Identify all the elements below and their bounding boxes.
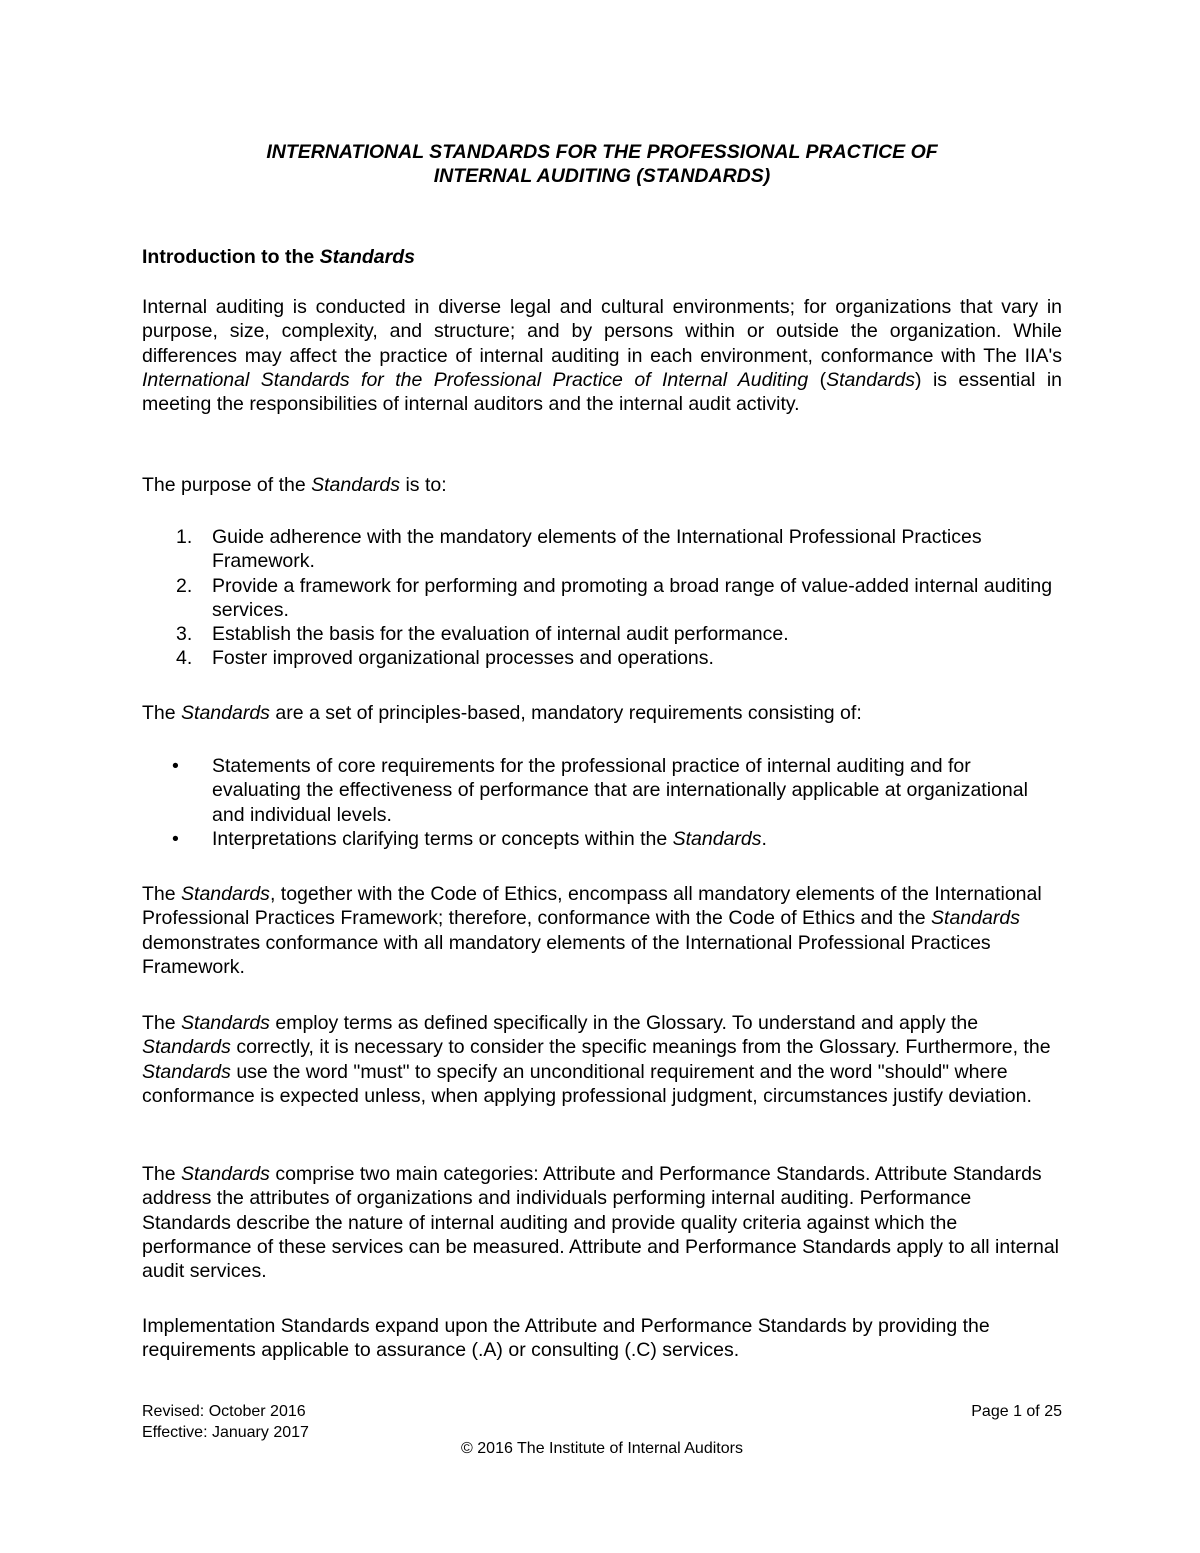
ethics-paragraph-text-1: The: [142, 883, 182, 905]
intro-paragraph-text-2: (: [808, 368, 827, 391]
list-marker: 2.: [176, 574, 193, 597]
list-item-text: Establish the basis for the evaluation of internal audit performance.: [212, 623, 789, 646]
intro-paragraph-emphasis-2: Standards: [826, 368, 916, 391]
ethics-paragraph-emphasis-2: Standards: [931, 907, 1020, 930]
terms-paragraph-text-3: correctly, it is necessary to consider the specific meanings from the Glossary. Furthermore, the: [230, 1036, 1051, 1059]
revised-date: Revised: October 2016: [142, 1403, 306, 1420]
purpose-intro-emphasis: Standards: [311, 474, 401, 496]
intro-paragraph-text-1: Internal auditing is conducted in diverse legal and cultural environments; for organizations that vary in purpose, size, complexity, and structure; and by persons within or outside the organization. While differences may affect the practice of internal auditing in each environment, conformance with The IIA's: [142, 296, 1062, 367]
categories-paragraph: [142, 1162, 1062, 1283]
list-item-text: Provide a framework for performing and promoting a broad range of value-added internal auditing services.: [212, 574, 1053, 621]
categories-paragraph-text-1: The: [142, 1163, 182, 1185]
list-item-text: Guide adherence with the mandatory elements of the International Professional Practices Framework.: [212, 526, 982, 573]
list-item-text: Foster improved organizational processes and operations.: [212, 647, 714, 670]
list-item: [142, 574, 1062, 623]
title-line-1: INTERNATIONAL STANDARDS FOR THE PROFESSIONAL PRACTICE OF: [266, 141, 938, 163]
list-marker: 4.: [176, 647, 193, 670]
list-item: [142, 622, 1062, 646]
list-item: [142, 754, 1062, 827]
list-item: [142, 525, 1062, 574]
bullet-icon: •: [172, 755, 179, 777]
consist-list: [142, 754, 1062, 851]
ethics-paragraph: [142, 882, 1062, 979]
list-item-emphasis: Standards: [672, 827, 762, 850]
terms-paragraph-emphasis-3: Standards: [142, 1060, 231, 1083]
ethics-paragraph-emphasis-1: Standards: [181, 883, 270, 905]
list-item: [142, 827, 1062, 851]
categories-paragraph-text-2: comprise two main categories: Attribute and Performance Standards. Attribute Standards address the attributes of organizations and individuals performing internal auditing. Performance Standards describe the nature of internal auditing and provide quality criteria against which the performance of these services can be measured. Attribute and Performance Standards apply to all internal audit services.: [142, 1163, 1060, 1283]
copyright: © 2016 The Institute of Internal Auditors: [461, 1440, 743, 1457]
purpose-list: [142, 525, 1062, 671]
terms-paragraph-emphasis-2: Standards: [142, 1036, 231, 1059]
terms-paragraph-text-4: use the word "must" to specify an unconditional requirement and the word "should" where conformance is expected unless, when applying professional judgment, circumstances justify deviation.: [142, 1060, 1032, 1107]
categories-paragraph-emphasis: Standards: [181, 1163, 270, 1185]
purpose-intro-text-2: is to:: [400, 474, 447, 496]
consist-intro-text-2: are a set of principles-based, mandatory requirements consisting of:: [269, 702, 862, 724]
intro-heading: [142, 245, 415, 269]
intro-heading-text: Introduction to the: [142, 246, 320, 268]
terms-paragraph: [142, 1011, 1062, 1108]
implementation-paragraph: Implementation Standards expand upon the Attribute and Performance Standards by providing the requirements applicable to assurance (.A) or consulting (.C) services.: [142, 1315, 990, 1362]
footer-dates: [142, 1401, 309, 1443]
intro-paragraph: [142, 295, 1062, 416]
ethics-paragraph-text-2: , together with the Code of Ethics, encompass all mandatory elements of the International Professional Practices Framework; therefore, conformance with the Code of Ethics and the: [142, 883, 1042, 930]
list-item-text-end: .: [761, 827, 767, 850]
list-item: [142, 646, 1062, 670]
page-content: [142, 140, 1062, 1362]
terms-paragraph-text-2: employ terms as defined specifically in the Glossary. To understand and apply the: [269, 1012, 979, 1034]
consist-intro-text-1: The: [142, 702, 182, 724]
title-line-2: INTERNAL AUDITING (STANDARDS): [433, 165, 771, 188]
consist-intro-emphasis: Standards: [181, 702, 270, 724]
list-item-text: Interpretations clarifying terms or concepts within the: [212, 827, 673, 850]
purpose-intro: [142, 473, 1062, 497]
ethics-paragraph-text-3: demonstrates conformance with all mandatory elements of the International Professional Practices Framework.: [142, 931, 991, 978]
intro-paragraph-emphasis-1: International Standards for the Professional Practice of Internal Auditing: [142, 368, 809, 391]
document-title: [142, 140, 1062, 189]
effective-date: Effective: January 2017: [142, 1424, 309, 1441]
list-marker: 1.: [176, 526, 193, 548]
intro-heading-emphasis: Standards: [319, 246, 415, 268]
bullet-icon: •: [172, 827, 179, 850]
consist-intro: [142, 701, 1062, 725]
list-marker: 3.: [176, 623, 193, 646]
intro-paragraph-text-3: ) is essential in meeting the responsibilities of internal auditors and the internal audit activity.: [142, 368, 1062, 416]
page-number: Page 1 of 25: [971, 1403, 1062, 1420]
terms-paragraph-text-1: The: [142, 1012, 182, 1034]
purpose-intro-text-1: The purpose of the: [142, 474, 312, 496]
list-item-text: Statements of core requirements for the professional practice of internal auditing and for evaluating the effectiveness of performance that are internationally applicable at organizational and individual levels.: [212, 755, 1028, 826]
terms-paragraph-emphasis-1: Standards: [181, 1012, 270, 1034]
